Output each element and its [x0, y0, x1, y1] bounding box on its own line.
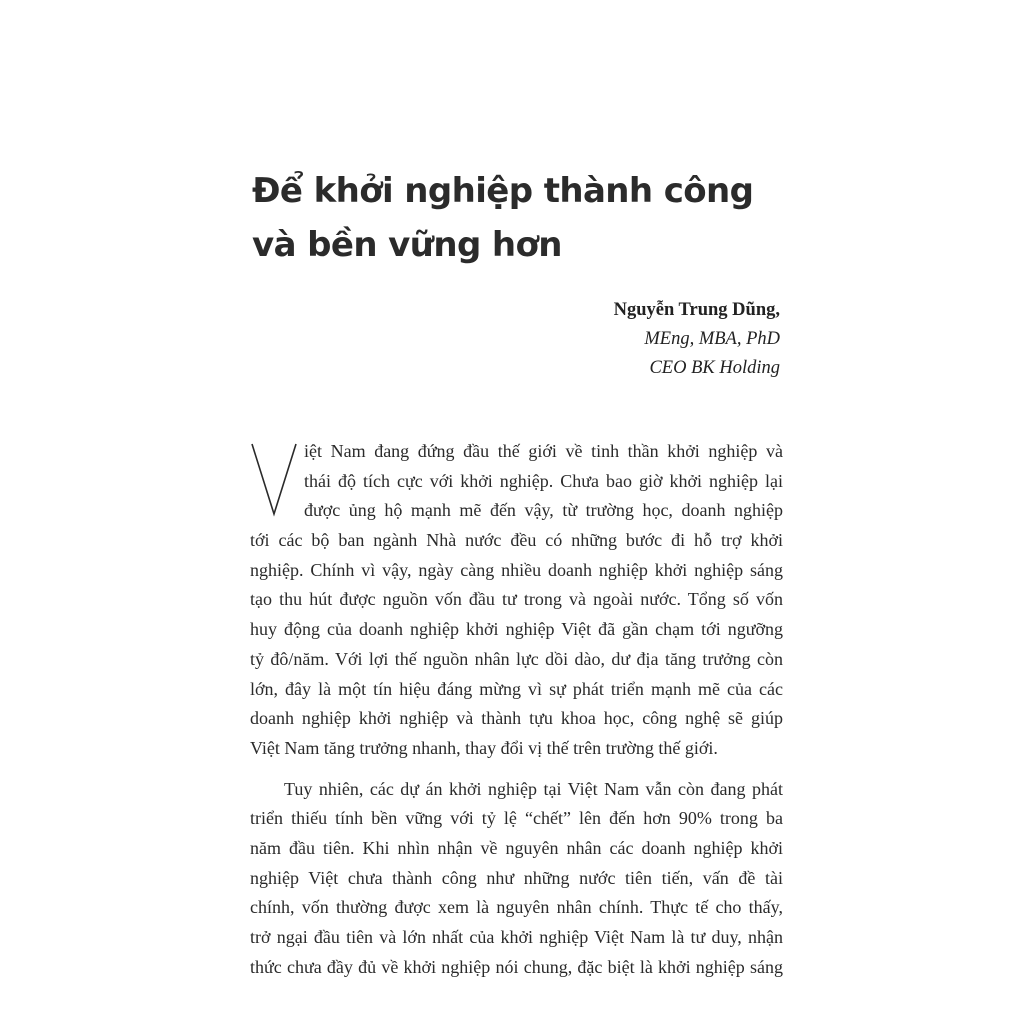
chapter-title-line-1: Để khởi nghiệp thành công: [252, 171, 754, 211]
paragraph-line: lớn, đây là một tín hiệu đáng mừng vì sự phát triển mạnh mẽ của các: [250, 678, 783, 699]
author-position: CEO BK Holding: [649, 358, 780, 378]
paragraph-2: [250, 775, 783, 983]
paragraph-line: Việt Nam tăng trưởng nhanh, thay đổi vị thế trên trường thế giới.: [250, 737, 718, 758]
paragraph-line: nghiệp. Chính vì vậy, ngày càng nhiều doanh nghiệp khởi nghiệp sáng: [250, 559, 783, 580]
paragraph-line: thái độ tích cực với khởi nghiệp. Chưa bao giờ khởi nghiệp lại: [304, 470, 783, 491]
body-text: [250, 437, 783, 982]
author-name: Nguyễn Trung Dũng,: [613, 300, 780, 320]
paragraph-line: tới các bộ ban ngành Nhà nước đều có những bước đi hỗ trợ khởi: [250, 530, 783, 551]
paragraph-line: tỷ đô/năm. Với lợi thế nguồn nhân lực dồi dào, dư địa tăng trưởng còn: [250, 648, 783, 669]
paragraph-line: doanh nghiệp khởi nghiệp và thành tựu khoa học, công nghệ sẽ giúp: [250, 708, 783, 729]
paragraph-line: được ủng hộ mạnh mẽ đến vậy, từ trường học, doanh nghiệp: [304, 500, 783, 521]
paragraph-line: thức chưa đầy đủ về khởi nghiệp nói chung, đặc biệt là khởi nghiệp sáng: [250, 956, 783, 977]
paragraph-line: chính, vốn thường được xem là nguyên nhân chính. Thực tế cho thấy,: [250, 897, 783, 918]
paragraph-line: năm đầu tiên. Khi nhìn nhận về nguyên nhân các doanh nghiệp khởi: [250, 837, 783, 858]
paragraph-1: [250, 437, 783, 764]
paragraph-line: nghiệp Việt chưa thành công như những nước tiên tiến, vấn đề tài: [250, 867, 783, 888]
paragraph-line: triển thiếu tính bền vững với tỷ lệ “chết” lên đến hơn 90% trong ba: [250, 808, 783, 829]
paragraph-line: huy động của doanh nghiệp khởi nghiệp Việt đã gần chạm tới ngưỡng: [250, 619, 783, 640]
author-degrees: MEng, MBA, PhD: [644, 329, 780, 349]
chapter-title-line-2: và bền vững hơn: [252, 225, 562, 265]
paragraph-line: iệt Nam đang đứng đầu thế giới về tinh thần khởi nghiệp và: [304, 441, 783, 461]
paragraph-line: tạo thu hút được nguồn vốn đầu tư trong và ngoài nước. Tổng số vốn: [250, 589, 783, 610]
paragraph-line: trở ngại đầu tiên và lớn nhất của khởi nghiệp Việt Nam là tư duy, nhận: [250, 927, 783, 947]
paragraph-line: Tuy nhiên, các dự án khởi nghiệp tại Việt Nam vẫn còn đang phát: [284, 778, 783, 799]
chapter-title: [252, 164, 812, 272]
author-block: [614, 296, 780, 383]
